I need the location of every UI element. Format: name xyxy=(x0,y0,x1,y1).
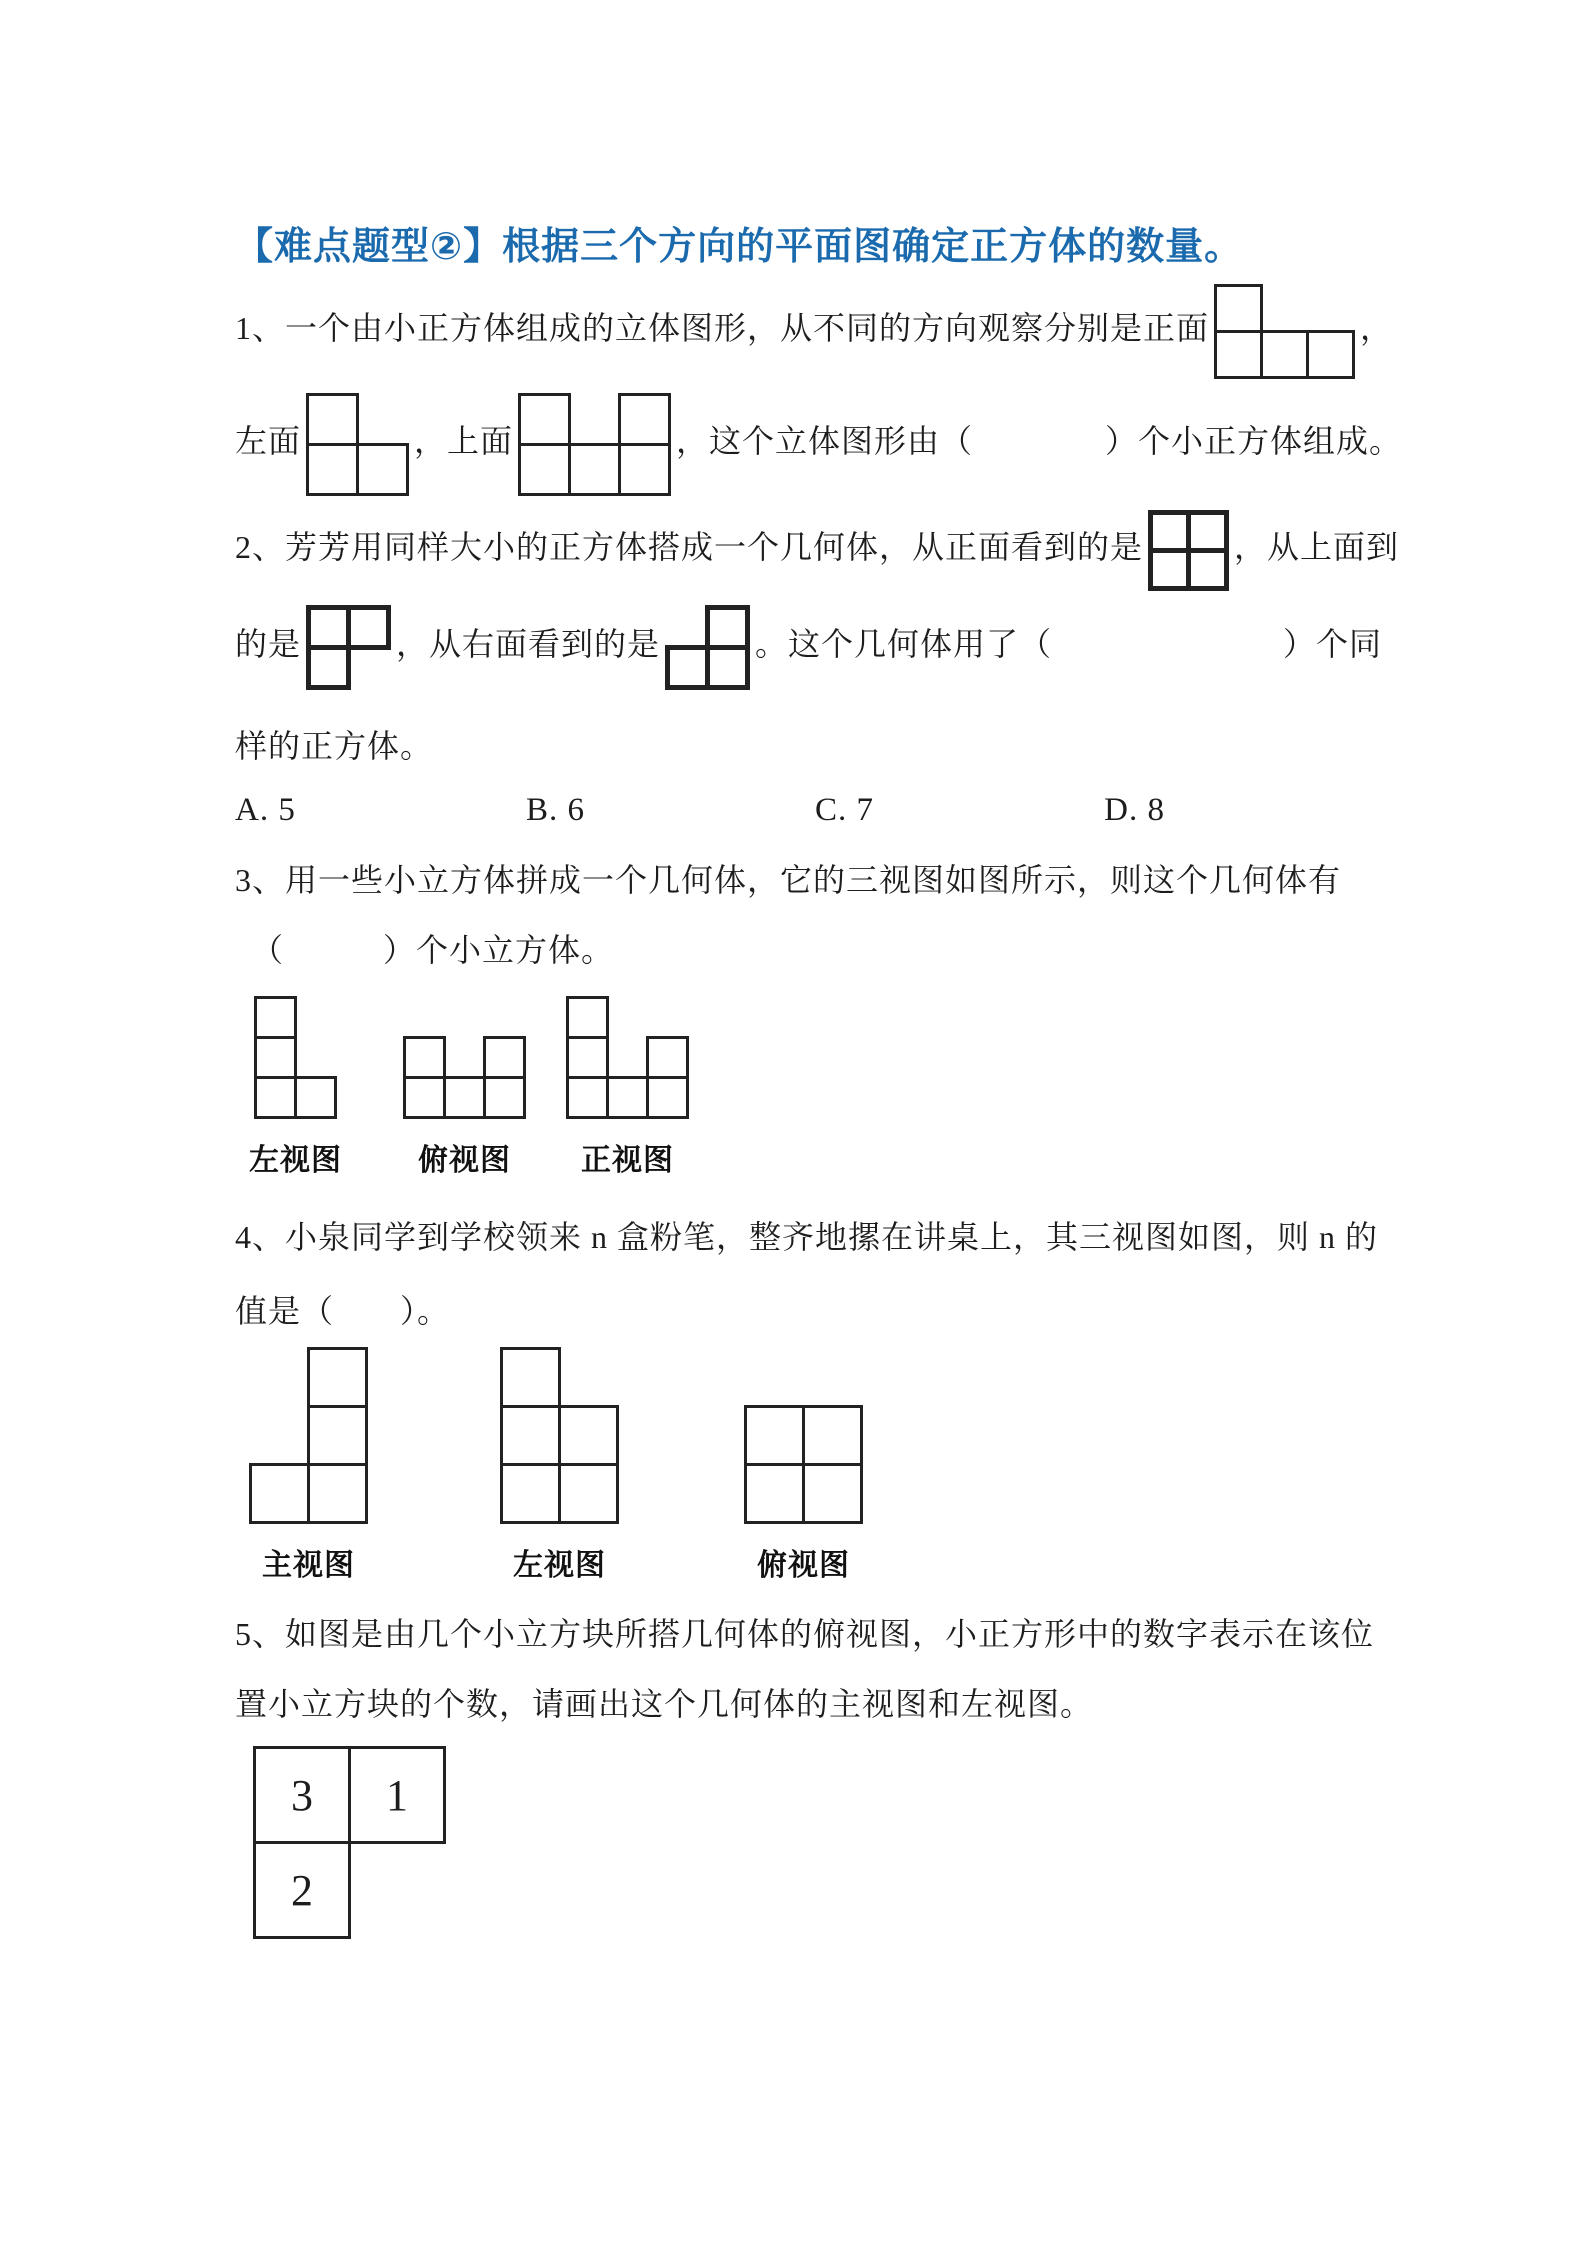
q4-top-view-grid xyxy=(744,1405,863,1524)
q4-top-view-label: 俯视图 xyxy=(757,1549,850,1582)
grid-cell xyxy=(665,645,710,690)
grid-cell xyxy=(566,996,609,1039)
q4-left-view-grid xyxy=(500,1347,619,1524)
grid-cell xyxy=(618,393,671,446)
q5-figure-wrap xyxy=(235,1746,1488,1939)
q4-main-view-grid xyxy=(249,1347,368,1524)
grid-cell xyxy=(307,1347,368,1408)
grid-cell xyxy=(705,605,750,650)
q1-line1-comma: ， xyxy=(1360,309,1394,346)
grid-cell xyxy=(356,443,409,496)
q2-line2 xyxy=(235,605,1488,690)
q3-front-view-label: 正视图 xyxy=(581,1144,674,1177)
q1-line1 xyxy=(235,284,1488,379)
q4-left-view-label: 左视图 xyxy=(513,1549,606,1582)
q1-top-label-text: ，上面 xyxy=(414,422,514,459)
q3-top-view-label: 俯视图 xyxy=(418,1144,511,1177)
grid-cell xyxy=(568,443,621,496)
option-b: B. 6 xyxy=(525,792,585,828)
option-c: C. 7 xyxy=(815,792,875,828)
grid-cell xyxy=(1214,330,1263,379)
grid-cell xyxy=(646,1076,689,1119)
grid-cell xyxy=(483,1036,526,1079)
grid-cell: 1 xyxy=(348,1746,446,1844)
q3-front-view-grid xyxy=(566,996,689,1119)
q4-top-view-figure xyxy=(739,1405,868,1584)
q1-line1-text: 1、一个由小正方体组成的立体图形，从不同的方向观察分别是正面 xyxy=(235,309,1210,346)
grid-cell xyxy=(254,1076,297,1119)
grid-cell xyxy=(249,1463,310,1524)
grid-cell xyxy=(1186,548,1229,591)
grid-cell xyxy=(558,1405,619,1466)
grid-cell xyxy=(1260,330,1309,379)
q1-left-label-text: 左面 xyxy=(235,422,302,459)
grid-cell xyxy=(618,443,671,496)
q3-left-view-grid xyxy=(254,996,337,1119)
grid-cell xyxy=(307,1463,368,1524)
q4-main-view-figure xyxy=(244,1347,373,1584)
grid-cell xyxy=(306,393,359,446)
grid-cell xyxy=(558,1463,619,1524)
grid-cell: 3 xyxy=(253,1746,351,1844)
grid-cell xyxy=(500,1347,561,1408)
grid-cell xyxy=(254,1036,297,1079)
q2-line1-after-text: ，从上面到 xyxy=(1234,528,1400,565)
grid-cell xyxy=(483,1076,526,1119)
grid-cell xyxy=(1186,510,1229,553)
q5-top-view-numbered-grid xyxy=(253,1746,446,1939)
grid-cell xyxy=(518,393,571,446)
grid-cell xyxy=(1306,330,1355,379)
grid-cell xyxy=(307,1405,368,1466)
q2-right-view-grid xyxy=(665,605,750,690)
q3-line1: 3、用一些小立方体拼成一个几何体，它的三视图如图所示，则这个几何体有 xyxy=(235,862,1342,898)
q5-line2: 置小立方块的个数，请画出这个几何体的主视图和左视图。 xyxy=(235,1686,1094,1722)
q4-left-view-figure xyxy=(495,1347,624,1584)
q1-top-view-grid xyxy=(518,393,671,496)
grid-cell xyxy=(443,1076,486,1119)
q3-line2: （ ）个小立方体。 xyxy=(251,932,615,968)
q3-top-view-figure xyxy=(398,1036,531,1179)
q2-options-row xyxy=(235,786,1165,834)
grid-cell xyxy=(744,1463,805,1524)
grid-cell xyxy=(744,1405,805,1466)
grid-cell xyxy=(646,1036,689,1079)
q3-front-view-figure xyxy=(561,996,694,1179)
grid-cell xyxy=(1214,284,1263,333)
grid-cell xyxy=(306,645,351,690)
q4-main-view-label: 主视图 xyxy=(262,1549,355,1582)
q3-three-views-row xyxy=(235,996,1488,1179)
grid-cell xyxy=(518,443,571,496)
grid-cell xyxy=(802,1405,863,1466)
grid-cell xyxy=(306,605,351,650)
grid-cell: 2 xyxy=(253,1841,351,1939)
q2-line1 xyxy=(235,510,1488,591)
grid-cell xyxy=(254,996,297,1039)
option-d: D. 8 xyxy=(1104,792,1165,828)
q1-line2 xyxy=(235,393,1488,496)
grid-cell xyxy=(802,1463,863,1524)
grid-cell xyxy=(566,1076,609,1119)
q4-line2: 值是（ ）。 xyxy=(235,1293,451,1329)
q1-blank-text: ，这个立体图形由（ ）个小正方体组成。 xyxy=(676,422,1403,459)
q2-blank-text: 。这个几何体用了（ ）个同 xyxy=(755,625,1383,662)
grid-cell xyxy=(606,1076,649,1119)
grid-cell xyxy=(1148,548,1191,591)
option-a: A. 5 xyxy=(235,792,296,828)
grid-cell xyxy=(1148,510,1191,553)
q5-line1: 5、如图是由几个小立方块所搭几何体的俯视图，小正方形中的数字表示在该位 xyxy=(235,1616,1375,1652)
q3-left-view-figure xyxy=(249,996,342,1179)
q2-front-view-grid xyxy=(1148,510,1229,591)
q3-top-view-grid xyxy=(403,1036,526,1119)
q2-line3: 样的正方体。 xyxy=(235,728,434,764)
grid-cell xyxy=(306,443,359,496)
grid-cell xyxy=(294,1076,337,1119)
grid-cell xyxy=(566,1036,609,1079)
page-title: 【难点题型②】根据三个方向的平面图确定正方体的数量。 xyxy=(235,226,1244,268)
q2-line2-mid-text: ，从右面看到的是 xyxy=(396,625,661,662)
grid-cell xyxy=(403,1036,446,1079)
q4-line1: 4、小泉同学到学校领来 n 盒粉笔，整齐地摞在讲桌上，其三视图如图，则 n 的 xyxy=(235,1219,1379,1255)
grid-cell xyxy=(500,1463,561,1524)
grid-cell xyxy=(346,605,391,650)
q1-front-view-grid xyxy=(1214,284,1355,379)
grid-cell xyxy=(403,1076,446,1119)
q2-line1-text: 2、芳芳用同样大小的正方体搭成一个几何体，从正面看到的是 xyxy=(235,528,1144,565)
q1-left-view-grid xyxy=(306,393,409,496)
q3-left-view-label: 左视图 xyxy=(249,1144,342,1177)
grid-cell xyxy=(705,645,750,690)
q4-three-views-row xyxy=(235,1347,1488,1584)
q2-line2-pre-text: 的是 xyxy=(235,625,302,662)
q2-top-view-grid xyxy=(306,605,391,690)
grid-cell xyxy=(500,1405,561,1466)
